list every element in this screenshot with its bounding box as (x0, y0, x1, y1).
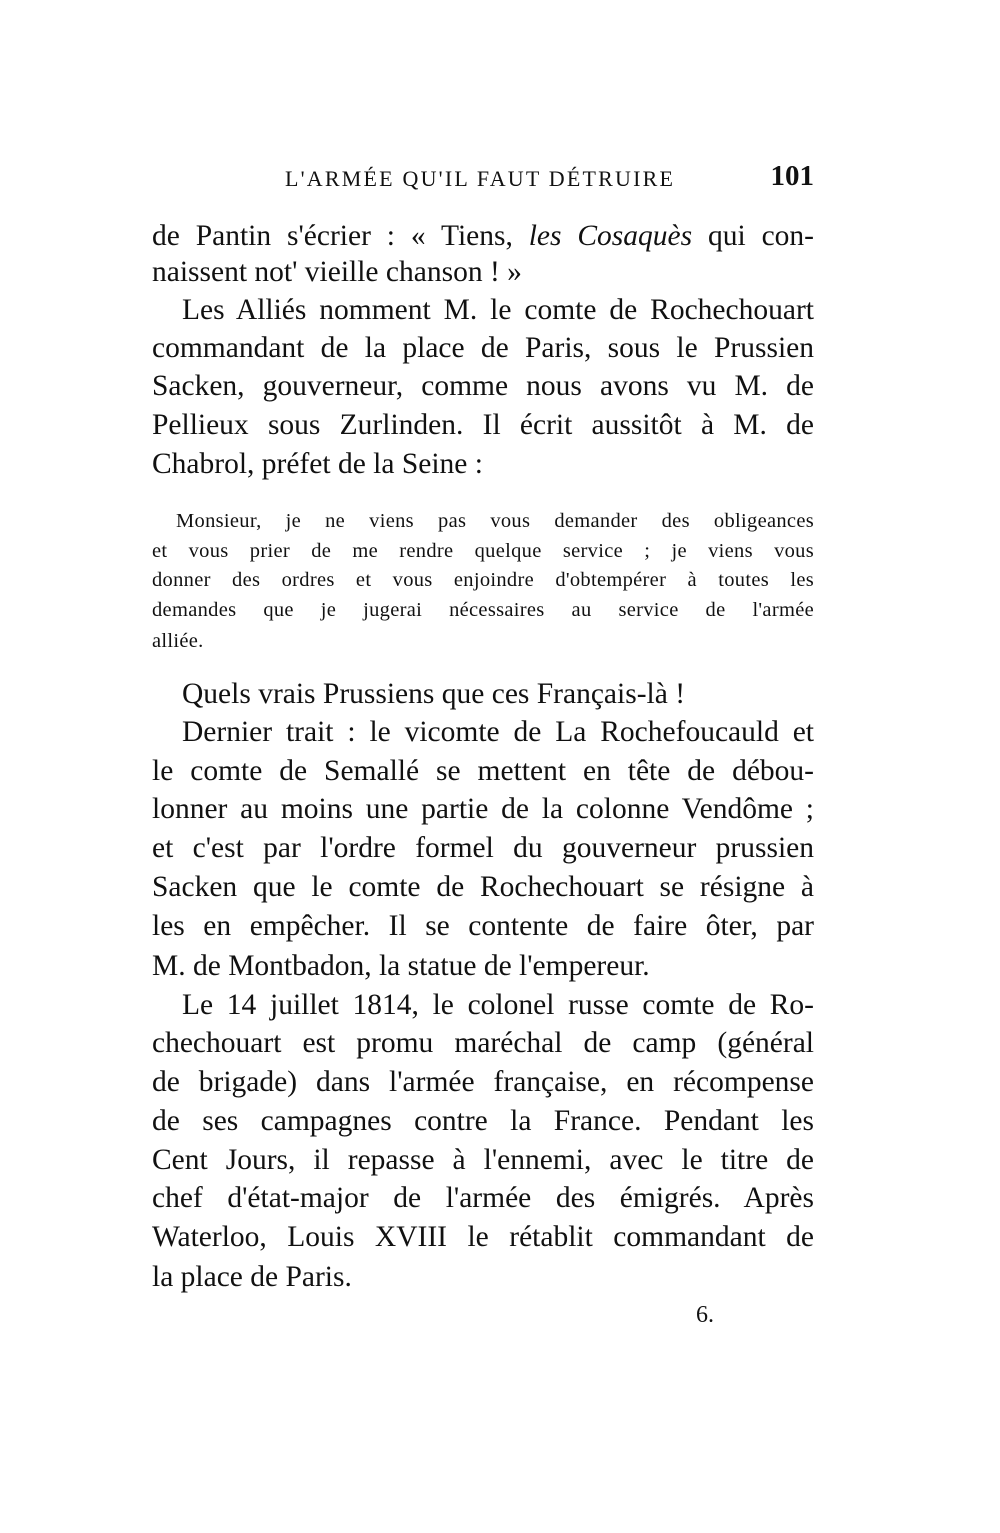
text-line-3: Les Alliés nomment M. le comte de Rochechouart (182, 294, 814, 326)
text-line-20: Cent Jours, il repasse à l'ennemi, avec le titre de (152, 1144, 814, 1176)
text-line-1-end: qui con- (692, 220, 814, 252)
text-line-17: chechouart est promu maréchal de camp (général (152, 1027, 814, 1059)
running-title: L'ARMÉE QU'IL FAUT DÉTRUIRE (285, 166, 676, 191)
text-line-16: Le 14 juillet 1814, le colonel russe comte de Ro- (182, 989, 814, 1021)
text-line-9: Dernier trait : le vicomte de La Rochefoucauld et (182, 716, 814, 748)
running-head (150, 160, 814, 200)
text-line-22: Waterloo, Louis XVIII le rétablit commandant de (152, 1221, 814, 1253)
italic-phrase: les Cosaquès (528, 220, 693, 252)
quote-line-1: Monsieur, je ne viens pas vous demander des obligeances (176, 510, 814, 532)
text-line-1-start: de Pantin s'écrier : « Tiens, (152, 220, 529, 252)
text-line-6: Pellieux sous Zurlinden. Il écrit aussitôt à M. de (152, 409, 814, 441)
signature-mark: 6. (696, 1302, 714, 1328)
text-line-10: le comte de Semallé se mettent en tête de débou- (152, 755, 814, 787)
quote-line-4: demandes que je jugerai nécessaires au service de l'armée (152, 599, 814, 621)
text-line-13: Sacken que le comte de Rochechouart se résigne à (152, 871, 814, 903)
text-line-8: Quels vrais Prussiens que ces Français-là ! (182, 678, 686, 710)
text-line-7: Chabrol, préfet de la Seine : (152, 448, 483, 480)
text-line-2: naissent not' vieille chanson ! » (152, 256, 522, 288)
text-line-5: Sacken, gouverneur, comme nous avons vu M. de (152, 370, 814, 402)
text-line-4: commandant de la place de Paris, sous le Prussien (152, 332, 814, 364)
text-line-12: et c'est par l'ordre formel du gouverneur prussien (152, 832, 814, 864)
quote-line-3: donner des ordres et vous enjoindre d'obtempérer à toutes les (152, 569, 814, 591)
text-line-15: M. de Montbadon, la statue de l'empereur. (152, 950, 650, 982)
text-line-21: chef d'état-major de l'armée des émigrés. Après (152, 1182, 814, 1214)
page-number: 101 (770, 160, 814, 192)
text-line-14: les en empêcher. Il se contente de faire ôter, par (152, 910, 814, 942)
text-line-19: de ses campagnes contre la France. Pendant les (152, 1105, 814, 1137)
text-line-23: la place de Paris. (152, 1261, 352, 1293)
text-line-11: lonner au moins une partie de la colonne Vendôme ; (152, 793, 814, 825)
quote-line-5: alliée. (152, 630, 204, 652)
text-line-18: de brigade) dans l'armée française, en récompense (152, 1066, 814, 1098)
quote-line-2: et vous prier de me rendre quelque service ; je viens vous (152, 540, 814, 562)
text-line-1 (152, 220, 814, 253)
